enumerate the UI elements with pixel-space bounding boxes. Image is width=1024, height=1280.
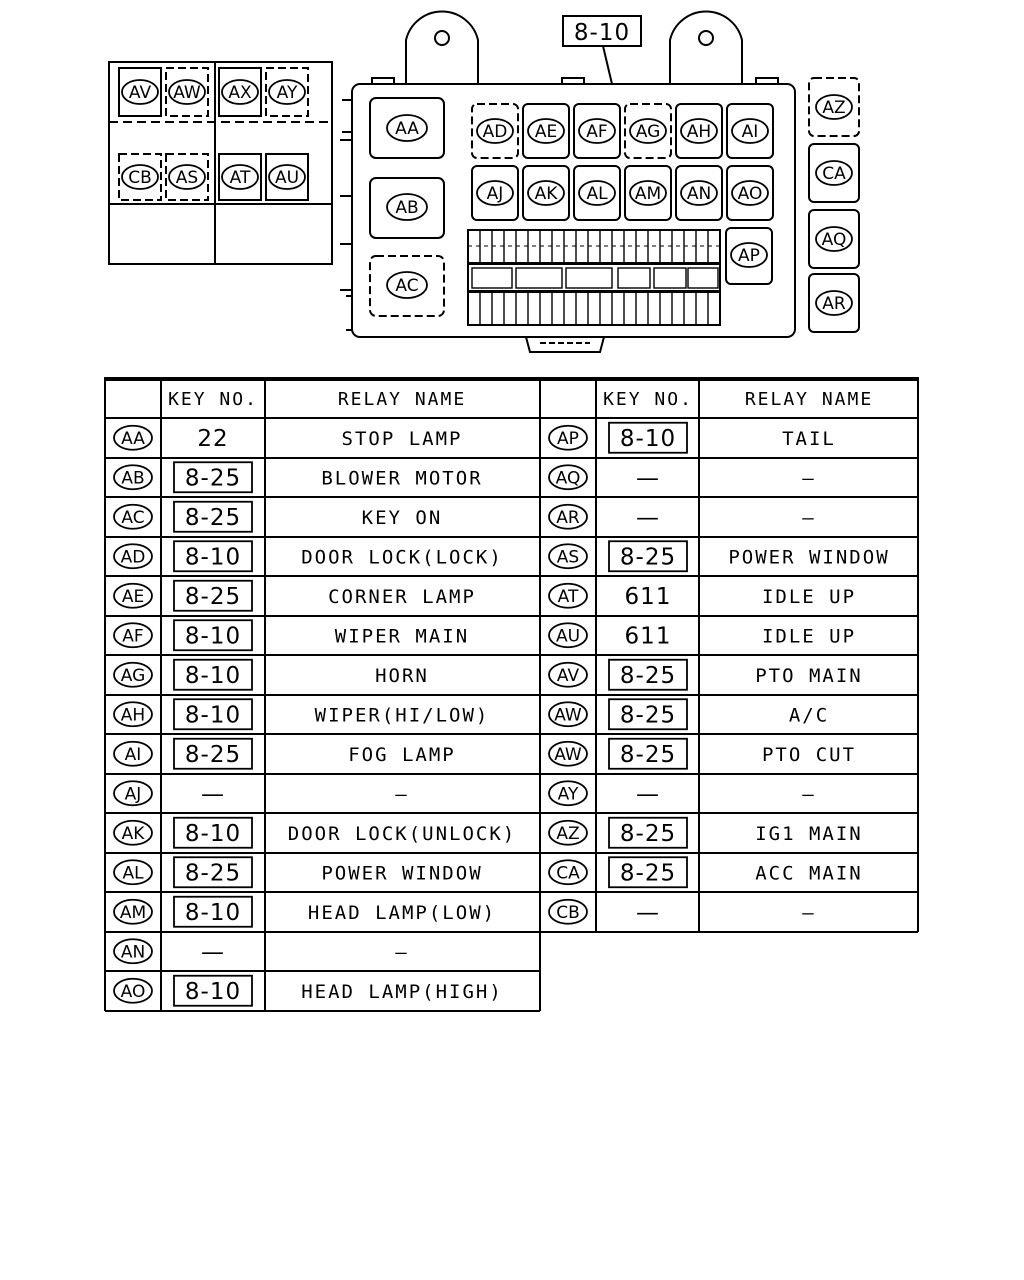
row-key-no: 8-25 xyxy=(619,820,677,847)
row-code-ab xyxy=(114,465,152,489)
relay-ac-label-text: AC xyxy=(395,276,419,296)
row-code-aw-text: AW xyxy=(554,705,582,726)
row-code-ag xyxy=(114,663,152,687)
relay-aw-label-text: AW xyxy=(173,83,201,103)
relay-ad-label-text: AD xyxy=(482,122,508,142)
row-relay-name: POWER WINDOW xyxy=(321,862,483,885)
relay-av-label xyxy=(122,80,158,104)
table-row xyxy=(549,541,890,571)
row-code-ah-text: AH xyxy=(120,705,146,726)
relay-aj-label-text: AJ xyxy=(486,184,504,204)
row-key-no: 8-10 xyxy=(184,623,242,650)
relay-aq-label xyxy=(816,227,852,251)
relay-aa-label xyxy=(387,115,427,141)
row-key-no: 8-10 xyxy=(184,978,242,1005)
relay-ak-label-text: AK xyxy=(534,184,558,204)
row-relay-name: A/C xyxy=(788,704,830,727)
table-row xyxy=(114,462,483,492)
relay-am-label-text: AM xyxy=(634,184,662,204)
table-row xyxy=(114,581,476,611)
row-relay-name: IDLE UP xyxy=(761,585,857,608)
row-key-no: — xyxy=(636,465,660,492)
row-key-no: 8-25 xyxy=(619,702,677,729)
row-code-ao-text: AO xyxy=(120,981,146,1002)
table-row xyxy=(114,818,516,848)
row-key-no: 611 xyxy=(624,583,672,610)
row-relay-name: CORNER LAMP xyxy=(328,585,476,608)
row-key-no: 8-10 xyxy=(184,899,242,926)
table-row xyxy=(114,620,469,650)
relay-ar-label-text: AR xyxy=(822,294,846,314)
table-row xyxy=(114,541,503,571)
relay-aj-label xyxy=(477,181,513,205)
relay-ap-label xyxy=(731,243,767,267)
row-code-ag-text: AG xyxy=(120,665,146,686)
row-relay-name: POWER WINDOW xyxy=(728,546,890,569)
relay-au-label-text: AU xyxy=(274,168,300,188)
table-row xyxy=(114,739,456,769)
relay-af-label-text: AF xyxy=(586,122,608,142)
row-relay-name: IG1 MAIN xyxy=(755,822,863,845)
relay-ai-label xyxy=(732,119,768,143)
table-row xyxy=(114,897,496,927)
main-relay-block xyxy=(340,12,795,352)
callout-8-10 xyxy=(563,16,641,84)
row-key-no: 8-10 xyxy=(184,662,242,689)
table-row xyxy=(549,465,816,491)
row-code-ae xyxy=(114,584,152,608)
row-key-no: 8-25 xyxy=(619,741,677,768)
row-relay-name: FOG LAMP xyxy=(348,743,456,766)
row-code-aa xyxy=(114,426,152,450)
row-code-am-text: AM xyxy=(119,902,147,923)
row-code-ak xyxy=(114,821,152,845)
relay-ad-label xyxy=(477,119,513,143)
row-code-ar xyxy=(549,505,587,529)
row-relay-name: TAIL xyxy=(782,427,836,450)
relay-ah-label-text: AH xyxy=(686,122,712,142)
row-key-no: 8-25 xyxy=(184,860,242,887)
row-key-no: 8-25 xyxy=(619,860,677,887)
row-code-ak-text: AK xyxy=(121,823,145,844)
row-code-au xyxy=(549,623,587,647)
row-code-az-text: AZ xyxy=(556,823,580,844)
relay-ay-label-text: AY xyxy=(276,83,298,103)
row-key-no: 8-25 xyxy=(184,741,242,768)
row-key-no: — xyxy=(636,504,660,531)
row-code-aw-text: AW xyxy=(554,744,582,765)
relay-aq-label-text: AQ xyxy=(821,230,847,250)
row-relay-name: — xyxy=(395,783,409,806)
table-row xyxy=(114,939,409,965)
row-key-no: 8-10 xyxy=(184,702,242,729)
row-relay-name: HEAD LAMP(HIGH) xyxy=(301,980,503,1003)
relay-aa-label-text: AA xyxy=(395,119,419,139)
table-row xyxy=(114,502,442,532)
relay-ak-label xyxy=(528,181,564,205)
row-code-ar-text: AR xyxy=(556,507,580,528)
table-row xyxy=(114,857,483,887)
relay-ae-label xyxy=(528,119,564,143)
row-code-as xyxy=(549,544,587,568)
relay-ar-label xyxy=(816,291,852,315)
table-row xyxy=(549,423,836,453)
row-key-no: — xyxy=(636,781,660,808)
row-key-no: 8-10 xyxy=(184,820,242,847)
row-key-no: — xyxy=(636,899,660,926)
relay-as-label xyxy=(169,165,205,189)
row-code-ay-text: AY xyxy=(557,784,579,805)
relay-at-label xyxy=(222,165,258,189)
row-relay-name: — xyxy=(802,783,816,806)
relay-al-label xyxy=(579,181,615,205)
row-code-aa-text: AA xyxy=(121,428,145,449)
relay-ao-label xyxy=(732,181,768,205)
relay-an-label xyxy=(681,181,717,205)
relay-ca-label xyxy=(816,161,852,185)
row-relay-name: PTO CUT xyxy=(761,743,857,766)
row-relay-name: HORN xyxy=(375,664,429,687)
relay-ay-label xyxy=(269,80,305,104)
row-key-no: 611 xyxy=(624,623,672,650)
row-code-am xyxy=(114,900,152,924)
row-key-no: 8-10 xyxy=(184,544,242,571)
relay-ax-label xyxy=(222,80,258,104)
row-code-ca xyxy=(549,860,587,884)
row-code-au-text: AU xyxy=(555,626,581,647)
row-code-ay xyxy=(549,781,587,805)
row-code-an-text: AN xyxy=(120,942,146,963)
relay-ao-label-text: AO xyxy=(737,184,763,204)
row-code-ae-text: AE xyxy=(121,586,145,607)
table-row xyxy=(549,699,829,729)
header-key-no-right: KEY NO. xyxy=(603,389,693,410)
row-code-ad xyxy=(114,544,152,568)
row-code-ai xyxy=(114,742,152,766)
row-relay-name: WIPER(HI/LOW) xyxy=(314,704,490,727)
row-relay-name: PTO MAIN xyxy=(755,664,863,687)
row-relay-name: — xyxy=(802,901,816,924)
row-code-aq-text: AQ xyxy=(555,468,581,489)
relay-af-label xyxy=(579,119,615,143)
relay-ab-label-text: AB xyxy=(395,198,419,218)
table-row xyxy=(114,976,503,1006)
relay-ai-label-text: AI xyxy=(741,122,759,142)
row-code-av-text: AV xyxy=(556,665,580,686)
row-code-al xyxy=(114,860,152,884)
relay-cb-label xyxy=(122,165,158,189)
row-key-no: 8-25 xyxy=(184,583,242,610)
row-code-ap xyxy=(549,426,587,450)
row-relay-name: KEY ON xyxy=(361,506,443,529)
relay-av-label-text: AV xyxy=(128,83,152,103)
row-relay-name: DOOR LOCK(LOCK) xyxy=(301,546,503,569)
relay-ab-label xyxy=(387,194,427,220)
relay-aw-label xyxy=(169,80,205,104)
relay-az-label xyxy=(816,95,852,119)
callout-text: 8-10 xyxy=(573,20,631,46)
table-row xyxy=(114,426,462,452)
table-header xyxy=(168,389,873,410)
relay-ag-label xyxy=(630,119,666,143)
row-key-no: 22 xyxy=(197,425,229,452)
relay-az-label-text: AZ xyxy=(822,98,846,118)
row-code-as-text: AS xyxy=(556,547,580,568)
row-key-no: 8-25 xyxy=(619,544,677,571)
row-code-ad-text: AD xyxy=(120,547,146,568)
row-key-no: 8-25 xyxy=(184,504,242,531)
row-relay-name: ACC MAIN xyxy=(755,862,863,885)
relay-as-label-text: AS xyxy=(175,168,199,188)
row-relay-name: BLOWER MOTOR xyxy=(321,467,483,490)
row-key-no: — xyxy=(201,781,225,808)
relay-al-label-text: AL xyxy=(586,184,608,204)
row-relay-name: WIPER MAIN xyxy=(334,625,470,648)
row-code-ao xyxy=(114,979,152,1003)
header-relay-name-left: RELAY NAME xyxy=(337,389,467,410)
row-relay-name: — xyxy=(395,941,409,964)
table-row xyxy=(114,781,409,807)
row-code-aj xyxy=(114,781,152,805)
row-relay-name: IDLE UP xyxy=(761,625,857,648)
relay-cb-label-text: CB xyxy=(128,168,152,188)
row-relay-name: — xyxy=(802,506,816,529)
row-code-ac-text: AC xyxy=(121,507,145,528)
row-key-no: 8-25 xyxy=(184,465,242,492)
relay-au-label xyxy=(269,165,305,189)
row-relay-name: STOP LAMP xyxy=(341,427,463,450)
row-code-at xyxy=(549,584,587,608)
row-code-al-text: AL xyxy=(122,863,144,884)
row-code-av xyxy=(549,663,587,687)
row-code-az xyxy=(549,821,587,845)
row-key-no: — xyxy=(201,939,225,966)
relay-ca-label-text: CA xyxy=(822,164,846,184)
table-row xyxy=(114,699,489,729)
header-key-no-left: KEY NO. xyxy=(168,389,258,410)
row-code-at-text: AT xyxy=(557,586,579,607)
row-code-aq xyxy=(549,465,587,489)
relay-an-label-text: AN xyxy=(686,184,712,204)
table-row xyxy=(549,781,816,807)
row-code-af xyxy=(114,623,152,647)
row-code-ac xyxy=(114,505,152,529)
row-code-cb xyxy=(549,900,587,924)
relay-ag-label-text: AG xyxy=(635,122,661,142)
header-relay-name-right: RELAY NAME xyxy=(744,389,874,410)
relay-ac-label xyxy=(387,272,427,298)
row-code-ap-text: AP xyxy=(557,428,579,449)
row-relay-name: HEAD LAMP(LOW) xyxy=(307,901,497,924)
relay-ap-label-text: AP xyxy=(738,246,760,266)
table-row xyxy=(549,900,816,926)
row-code-ai-text: AI xyxy=(124,744,142,765)
row-code-ab-text: AB xyxy=(121,468,145,489)
relay-ah-label xyxy=(681,119,717,143)
row-code-aw xyxy=(549,702,587,726)
row-code-aj-text: AJ xyxy=(124,784,142,805)
row-relay-name: — xyxy=(802,467,816,490)
relay-am-label xyxy=(630,181,666,205)
row-code-af-text: AF xyxy=(122,626,144,647)
row-key-no: 8-25 xyxy=(619,662,677,689)
relay-ae-label-text: AE xyxy=(534,122,558,142)
table-row xyxy=(549,505,816,531)
row-key-no: 8-10 xyxy=(619,425,677,452)
row-code-ah xyxy=(114,702,152,726)
row-code-aw xyxy=(549,742,587,766)
relay-at-label-text: AT xyxy=(229,168,251,188)
relay-ax-label-text: AX xyxy=(228,83,252,103)
row-code-cb-text: CB xyxy=(556,902,580,923)
row-relay-name: DOOR LOCK(UNLOCK) xyxy=(287,822,517,845)
row-code-ca-text: CA xyxy=(556,863,580,884)
row-code-an xyxy=(114,939,152,963)
